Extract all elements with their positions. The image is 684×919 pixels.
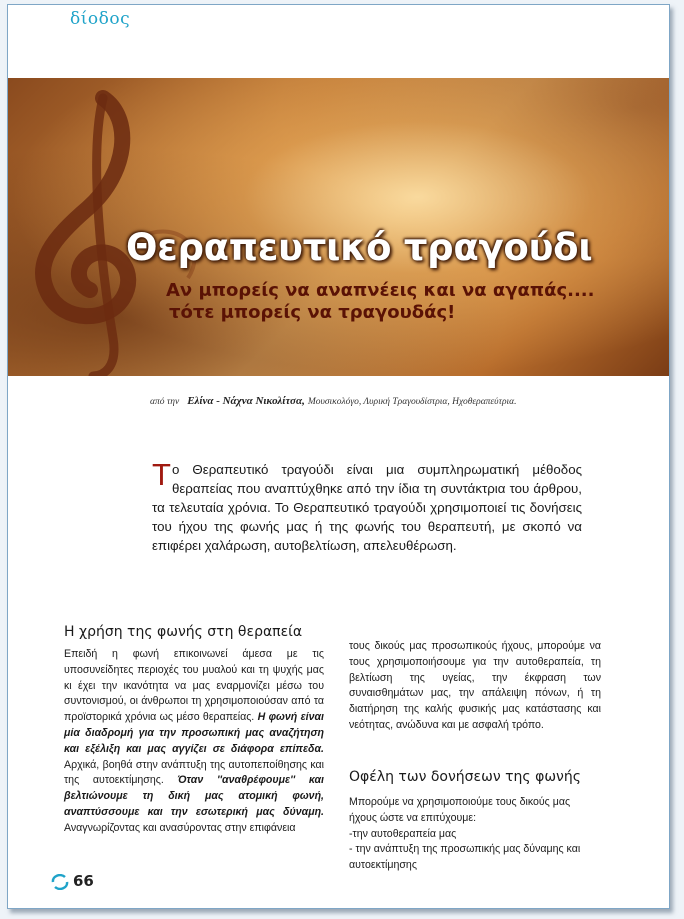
subtitle-line-2: τότε μπορείς να τραγουδάς!: [169, 302, 456, 323]
hero-banner: [8, 78, 669, 376]
benefits-intro-line: Μπορούμε να χρησιμοποιούμε τους δικούς μας: [349, 796, 571, 808]
section-heading-voice-therapy: Η χρήση της φωνής στη θεραπεία: [64, 624, 303, 640]
emphasis-text: Όταν ''αναθρέφουμε'' και βελτιώνουμε τη δική μας ατομική φωνή, αναπτύσσουμε και την εσωτερική μας δύναμη.: [64, 774, 324, 818]
page-number: 66: [73, 872, 94, 890]
byline: [150, 395, 517, 407]
emphasis-text: Η φωνή είναι μία διαδρομή για την προσωπική μας αναζήτηση και εξέλιξη και μας αγγίζει σε διάφορα επίπεδα.: [64, 711, 324, 755]
intro-paragraph: [152, 457, 582, 555]
byline-author: Ελίνα - Νάχνα Νικολίτσα,: [187, 395, 305, 407]
drop-cap: Τ: [152, 457, 171, 492]
benefit-item: - την ανάπτυξη της προσωπικής μας δύναμης και: [349, 843, 581, 856]
paragraph-text: Αρχικά, βοηθά στην ανάπτυξη της αυτοπεποίθησης και της αυτοεκτίμησης.: [64, 758, 324, 787]
article-title: Θεραπευτικό τραγούδι: [126, 226, 593, 269]
benefits-intro-line: ήχους ώστε να επιτύχουμε:: [349, 811, 477, 824]
byline-prefix: από την: [150, 397, 180, 407]
section-heading-benefits: Οφέλη των δονήσεων της φωνής: [349, 769, 581, 785]
byline-roles: Μουσικολόγο, Λυρική Τραγουδίστρια, Ηχοθεραπεύτρια.: [307, 397, 517, 407]
circular-arrows-icon: [50, 874, 70, 890]
benefits-list: [349, 795, 609, 874]
column-2-text: τους δικούς μας προσωπικούς ήχους, μπορούμε να τους χρησιμοποιήσουμε για την αυτοθεραπεία, τη βελτίωση της υγείας, την έκφραση των συναισθημάτων μας, την απάλειψη πόνων, ή τη διατήρηση της καλής φυσικής μας κατάστασης και νεότητας, ανώδυνα και με ασφαλή τρόπο.: [349, 640, 601, 731]
paragraph-text: Αναγνωρίζοντας και ανασύροντας στην επιφάνεια: [64, 821, 296, 834]
column-1-text: [64, 647, 324, 837]
subtitle-line-1: Αν μπορείς να αναπνέεις και να αγαπάς....: [166, 280, 595, 301]
benefit-item: αυτοεκτίμησης: [349, 859, 417, 872]
article-subtitle: [166, 280, 594, 324]
intro-text: ο Θεραπευτικό τραγούδι είναι μια συμπληρωματική μέθοδος θεραπείας που αναπτύχθηκε από την ίδια τη συντάκτρια του άρθρου, τα τελευταία χρόνια. Το Θεραπευτικό τραγούδι χρησιμοποιεί τις δονήσεις του ήχου της φωνής μας ή της φωνής του θεραπευτή, με σκοπό να επιφέρει χαλάρωση, αυτοβελτίωση, απελευθέρωση.: [152, 462, 582, 553]
paragraph-text: Επειδή η φωνή επικοινωνεί άμεσα με τις υποσυνείδητες περιοχές του μυαλού και τη ψυχής μας κι έχει την ικανότητα να μας εναρμονίζει μέσω του συντονισμού, οι άνθρωποι τη χρησιμοποιούσαν από τα προϊστορικά χρόνια ως μέσο θεραπείας.: [64, 648, 324, 724]
magazine-logo: δίοδος: [70, 9, 131, 29]
benefit-item: -την αυτοθεραπεία μας: [349, 827, 457, 840]
